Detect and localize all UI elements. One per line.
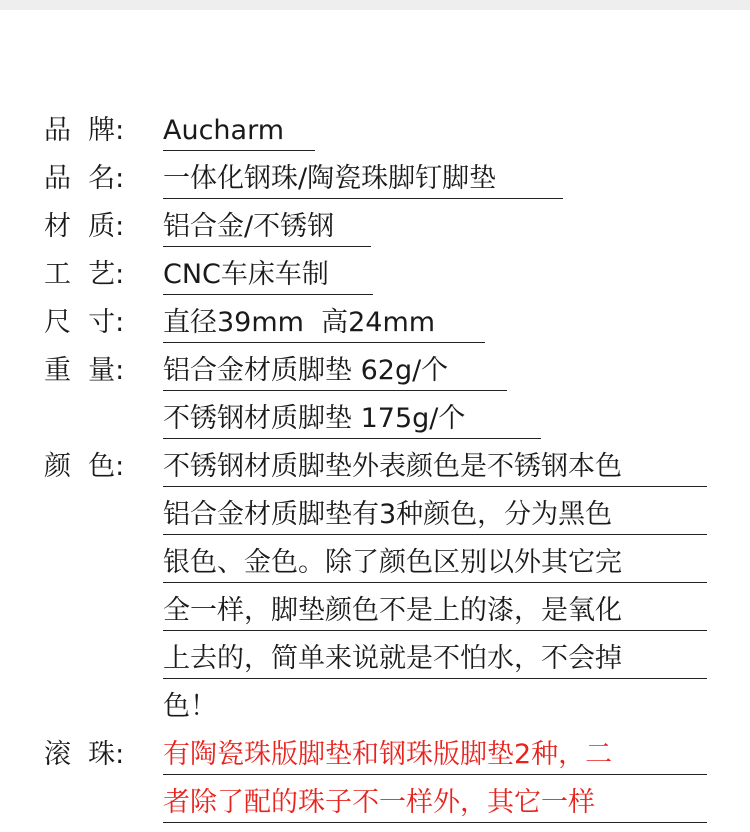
spec-value: 不锈钢材质脚垫外表颜色是不锈钢本色 — [163, 448, 707, 487]
spec-row-weight — [0, 352, 750, 400]
spec-row-color-cont — [0, 592, 750, 640]
spec-value-highlight: 者除了配的珠子不一样外，其它一样 — [163, 784, 707, 823]
spec-row-process — [0, 256, 750, 304]
spec-value: 直径39mm 高24mm — [163, 304, 485, 343]
spec-label: 材 质: — [44, 211, 125, 242]
spec-value: 不锈钢材质脚垫 175g/个 — [163, 400, 541, 439]
top-bar — [0, 0, 750, 10]
spec-value: CNC车床车制 — [163, 256, 373, 295]
spec-label: 品 牌: — [44, 115, 125, 146]
spec-value: 铝合金材质脚垫 62g/个 — [163, 352, 507, 391]
spec-row-ball — [0, 736, 750, 784]
spec-label: 品 名: — [44, 163, 125, 194]
spec-value: Aucharm — [163, 112, 315, 151]
spec-value: 全一样，脚垫颜色不是上的漆，是氧化 — [163, 592, 707, 631]
spec-row-color-cont — [0, 496, 750, 544]
spec-value: 铝合金材质脚垫有3种颜色，分为黑色 — [163, 496, 707, 535]
spec-row-material — [0, 208, 750, 256]
spec-value: 色！ — [163, 691, 217, 722]
spec-row-color-cont — [0, 688, 750, 736]
spec-value: 铝合金/不锈钢 — [163, 208, 371, 247]
spec-value: 上去的，简单来说就是不怕水，不会掉 — [163, 640, 707, 679]
spec-value: 银色、金色。除了颜色区别以外其它完 — [163, 544, 707, 583]
spec-label: 颜 色: — [44, 451, 125, 482]
spec-value-highlight: 有陶瓷珠版脚垫和钢珠版脚垫2种，二 — [163, 736, 707, 775]
spec-row-name — [0, 160, 750, 208]
spec-label: 重 量: — [44, 355, 125, 386]
spec-label: 滚 珠: — [44, 739, 125, 770]
spec-value: 一体化钢珠/陶瓷珠脚钉脚垫 — [163, 160, 563, 199]
spec-row-size — [0, 304, 750, 352]
spec-row-color-cont — [0, 544, 750, 592]
spec-row-color — [0, 448, 750, 496]
spec-label: 尺 寸: — [44, 307, 125, 338]
spec-label: 工 艺: — [44, 259, 125, 290]
spec-row-ball-cont — [0, 784, 750, 832]
spec-row-weight-cont — [0, 400, 750, 448]
spec-row-brand — [0, 112, 750, 160]
spec-row-color-cont — [0, 640, 750, 688]
